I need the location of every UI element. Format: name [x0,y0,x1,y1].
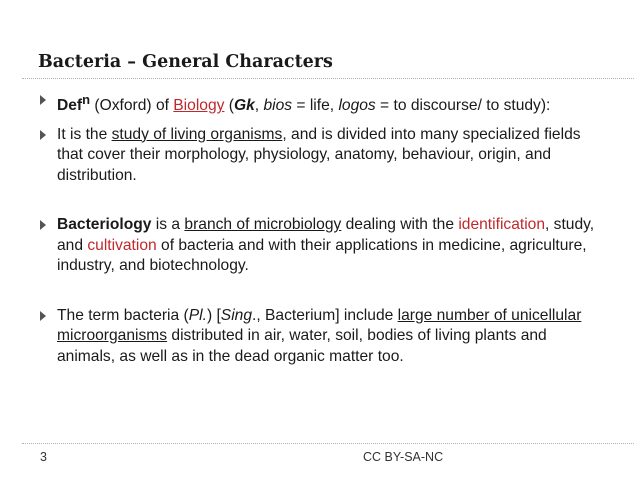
license-label: CC BY-SA-NC [363,450,444,464]
bullet-triangle-icon [40,311,46,321]
biology-link[interactable]: Biology [173,97,225,115]
greek-abbrev: Gk [233,97,255,115]
singular-abbrev: Sing [220,306,253,324]
slide-title: Bacteria – General Characters [38,52,333,72]
bullet-item-definition: Def$^n$ (Oxford) of Biology (Gk, bios = life, logos = to discourse/ to study): [40,90,600,117]
bullet-item-term-bacteria: The term bacteria (Pl.) [Sing., Bacterium] include large number of unicellular microorganisms distributed in air, water, soil, bodies of living plants and animals, as well as in the dead organic matter too. [40,306,600,368]
underlined-phrase: branch of microbiology [184,216,342,234]
defn-label: Def$^n$ [57,92,91,115]
term-logos: logos [338,97,376,115]
plural-abbrev: Pl. [188,306,207,324]
highlight-identification: identification [458,216,546,234]
bullet-list [40,90,600,367]
highlight-cultivation: cultivation [87,236,157,254]
bullet-item-study: It is the study of living organisms, and is divided into many specialized fields that cover their morphology, physiology, anatomy, behaviour, origin, and distribution. [40,125,600,187]
footer-divider [22,443,634,444]
bullet-triangle-icon [40,95,46,105]
page-number: 3 [40,450,47,464]
title-divider [22,78,634,79]
bullet-triangle-icon [40,130,46,140]
bold-term: Bacteriology [57,216,152,234]
bullet-triangle-icon [40,220,46,230]
term-bios: bios [263,97,293,115]
underlined-phrase: study of living organisms [111,125,283,143]
underlined-phrase: large number of unicellular microorganisms [57,306,582,345]
bullet-item-bacteriology: Bacteriology is a branch of microbiology dealing with the identification, study, and cultivation of bacteria and with their applications in medicine, agriculture, industry, and biotechnology. [40,215,600,277]
